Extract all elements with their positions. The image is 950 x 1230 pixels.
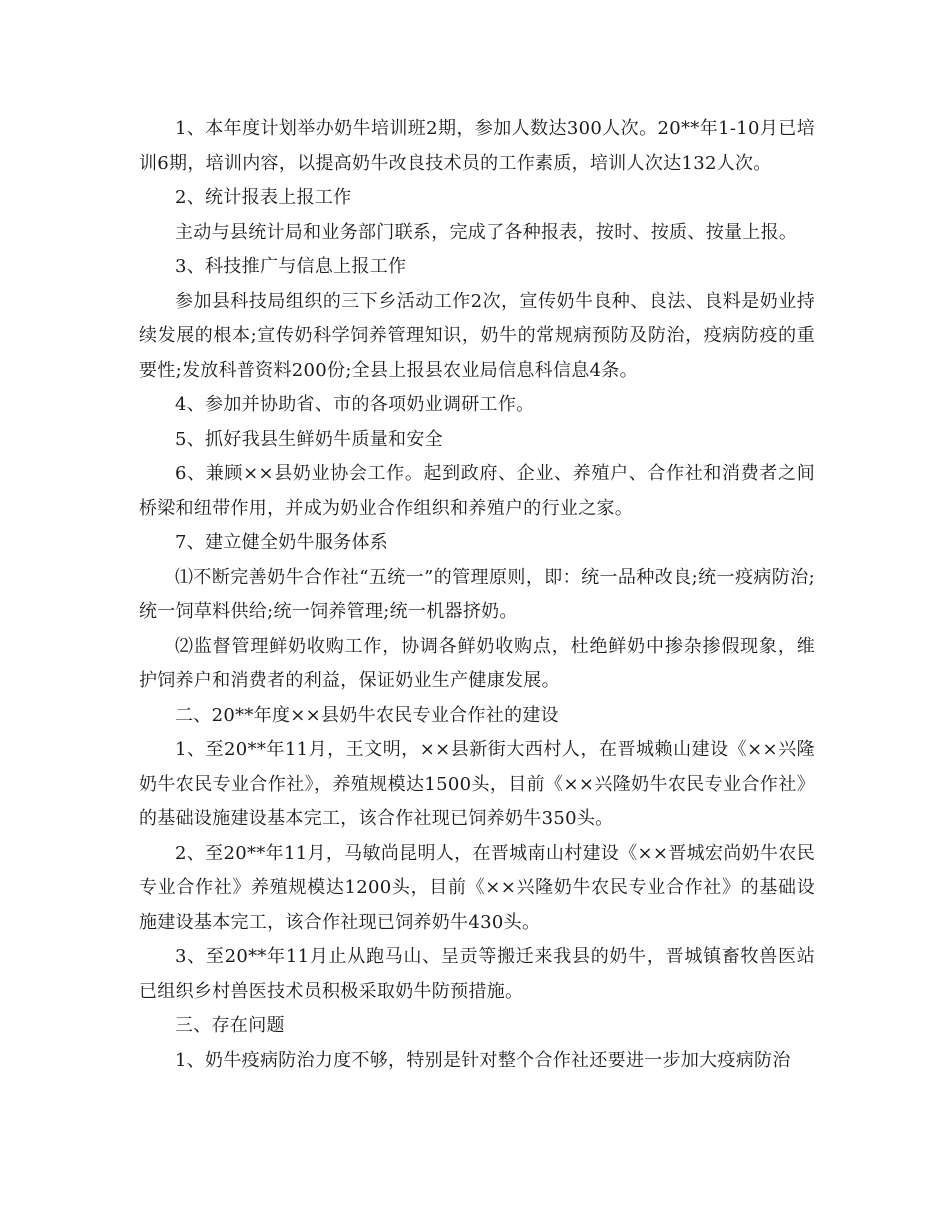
paragraph-research: 4、参加并协助省、市的各项奶业调研工作。: [175, 394, 535, 415]
paragraph-service-heading: 7、建立健全奶牛服务体系: [175, 532, 389, 553]
paragraph-service-1: ⑴不断完善奶牛合作社“五统一”的管理原则，即：统一品种改良;统一疫病防治;统一饲草料供给;统一饲养管理;统一机器挤奶。: [139, 566, 815, 622]
paragraph-coop-3: 3、至20**年11月止从跑马山、呈贡等搬迁来我县的奶牛，晋城镇畜牧兽医站已组织乡村兽医技术员积极采取奶牛防预措施。: [139, 946, 815, 1002]
paragraph-statistics-heading: 2、统计报表上报工作: [175, 187, 352, 208]
paragraph-section-2-heading: 二、20**年度××县奶牛农民专业合作社的建设: [175, 704, 559, 726]
paragraph-association: 6、兼顾××县奶业协会工作。起到政府、企业、养殖户、合作社和消费者之间桥梁和纽带作用，并成为奶业合作组织和养殖户的行业之家。: [139, 463, 815, 519]
paragraph-tech-heading: 3、科技推广与信息上报工作: [175, 256, 407, 277]
paragraph-quality: 5、抓好我县生鲜奶牛质量和安全: [175, 428, 443, 450]
paragraph-coop-1: 1、至20**年11月，王文明，××县新街大西村人，在晋城赖山建设《××兴隆奶牛农民专业合作社》，养殖规模达1500头，目前《××兴隆奶牛农民专业合作社》的基础设施建设基本完工，该合作社现已饲养奶牛350头。: [139, 739, 815, 829]
document-body: [139, 112, 815, 1078]
paragraph-section-3-heading: 三、存在问题: [175, 1015, 285, 1036]
paragraph-statistics: 主动与县统计局和业务部门联系，完成了各种报表，按时、按质、按量上报。: [175, 221, 798, 243]
paragraph-tech: 参加县科技局组织的三下乡活动工作2次，宣传奶牛良种、良法、良料是奶业持续发展的根本;宣传奶科学饲养管理知识，奶牛的常规病预防及防治，疫病防疫的重要性;发放科普资料200份;全县上报县农业局信息科信息4条。: [139, 290, 815, 381]
paragraph-coop-2: 2、至20**年11月，马敏尚昆明人，在晋城南山村建设《××晋城宏尚奶牛农民专业合作社》养殖规模达1200头，目前《××兴隆奶牛农民专业合作社》的基础设施建设基本完工，该合作社现已饲养奶牛430头。: [139, 842, 815, 933]
paragraph-service-2: ⑵监督管理鲜奶收购工作，协调各鲜奶收购点，杜绝鲜奶中掺杂掺假现象，维护饲养户和消费者的利益，保证奶业生产健康发展。: [139, 635, 815, 691]
paragraph-training: 1、本年度计划举办奶牛培训班2期，参加人数达300人次。20**年1-10月已培训6期，培训内容，以提高奶牛改良技术员的工作素质，培训人次达132人次。: [139, 118, 815, 174]
paragraph-problem-1: 1、奶牛疫病防治力度不够，特别是针对整个合作社还要进一步加大疫病防治: [175, 1049, 791, 1071]
